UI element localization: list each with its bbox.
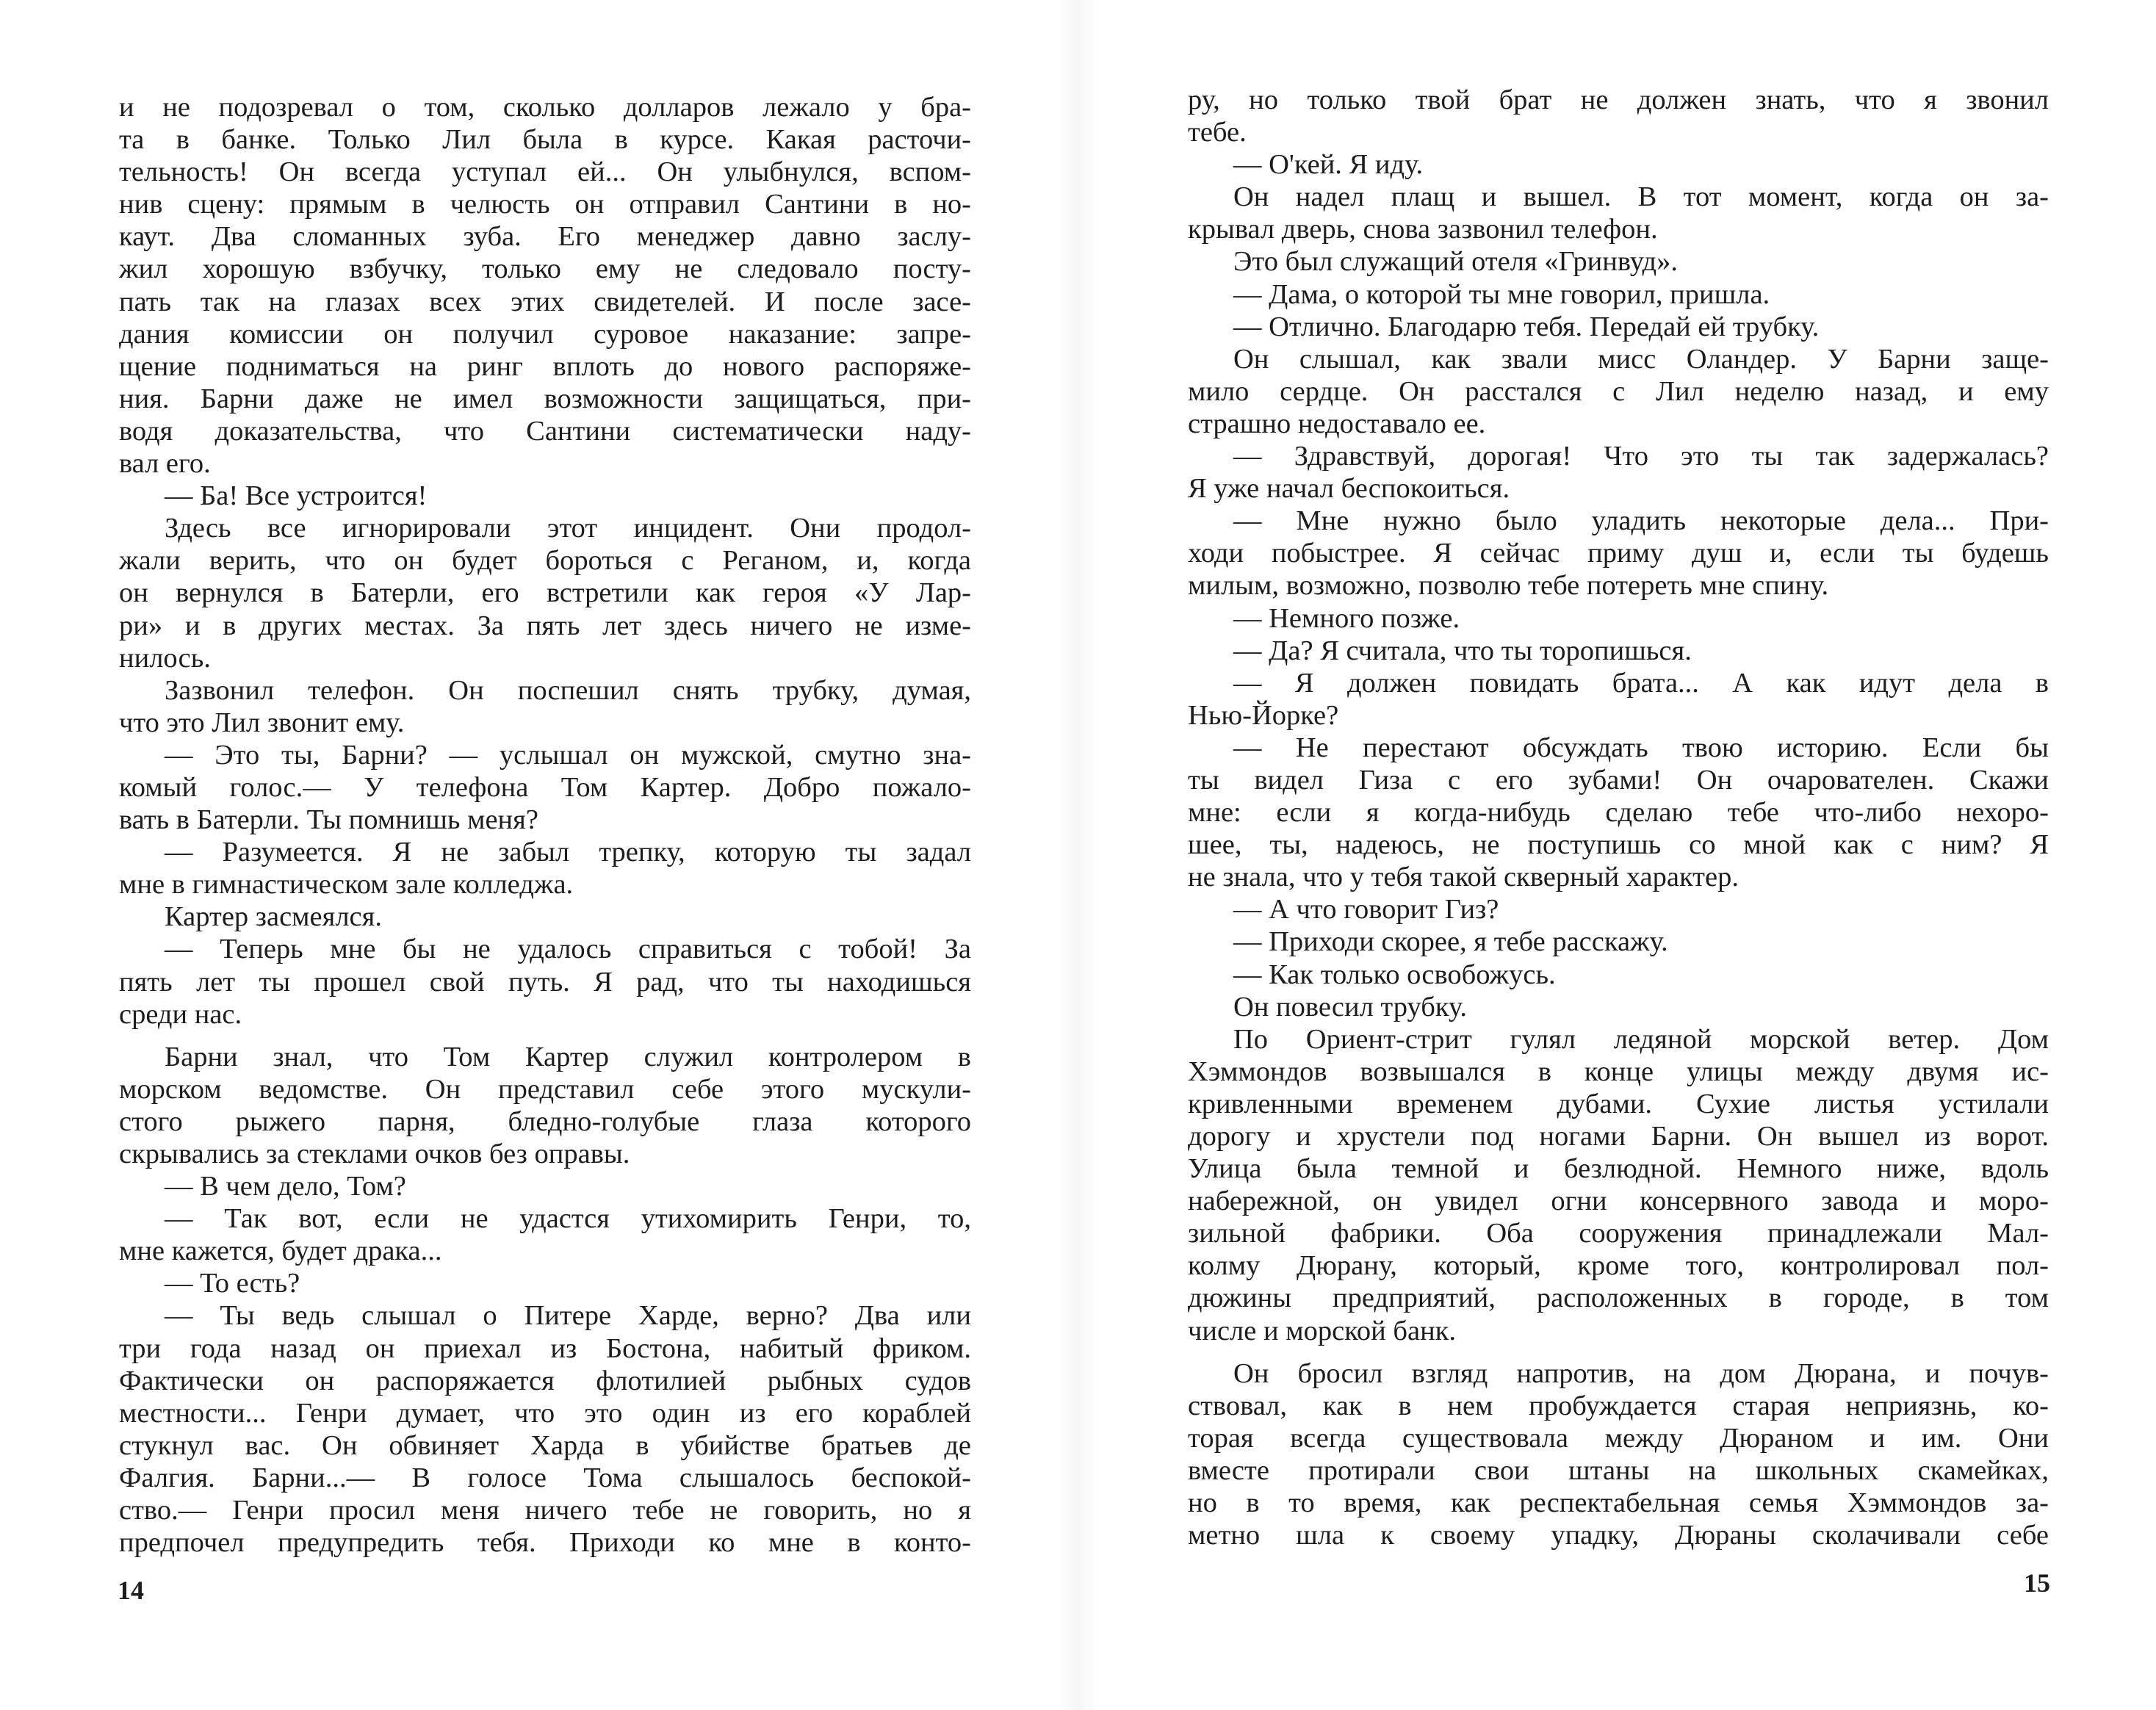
text-line: та в банке. Только Лил была в курсе. Какая расточи-: [119, 124, 971, 156]
text-line: — А что говорит Гиз?: [1233, 894, 1499, 926]
text-line: — О'кей. Я иду.: [1233, 149, 1424, 181]
text-line: местности... Генри думает, что это один из его кораблей: [119, 1397, 971, 1429]
text-line: Он бросил взгляд напротив, на дом Дюрана, и почув-: [1233, 1357, 2049, 1389]
text-line: но в то время, как респектабельная семья Хэммондов за-: [1188, 1487, 2049, 1519]
text-line: шее, ты, надеюсь, не поступишь со мной как с ним? Я: [1188, 829, 2049, 861]
text-line: ствовал, как в нем пробуждается старая неприязнь, ко-: [1188, 1390, 2049, 1421]
text-line: ходи побыстрее. Я сейчас приму душ и, если ты будешь: [1188, 538, 2049, 569]
text-line: — Приходи скорее, я тебе расскажу.: [1233, 926, 1668, 958]
text-line: дюжины предприятий, расположенных в городе, в том: [1188, 1282, 2049, 1314]
text-line: дания комиссии он получил суровое наказание: запре-: [119, 318, 971, 350]
text-line: вал его.: [119, 448, 211, 480]
text-line: — Я должен повидать брата... А как идут дела в: [1233, 667, 2049, 699]
left-page-text: [119, 91, 971, 1559]
text-line: Картер засмеялся.: [165, 901, 382, 933]
text-line: вместе протирали свои штаны на школьных скамейках,: [1188, 1454, 2049, 1486]
text-line: По Ориент-стрит гулял ледяной морской ветер. Дом: [1233, 1023, 2049, 1055]
text-line: тельность! Он всегда уступал ей... Он улыбнулся, вспом-: [119, 156, 971, 188]
text-line: — Это ты, Барни? — услышал он мужской, смутно зна-: [165, 739, 971, 771]
text-line: — То есть?: [165, 1268, 300, 1299]
text-line: зильной фабрики. Оба сооружения принадлежали Мал-: [1188, 1218, 2049, 1249]
text-line: и не подозревал о том, сколько долларов лежало у бра-: [119, 92, 971, 123]
text-line: жил хорошую взбучку, только ему не следовало посту-: [119, 253, 971, 285]
text-line: три года назад он приехал из Бостона, набитый фриком.: [119, 1332, 971, 1364]
text-line: — Разумеется. Я не забыл трепку, которую ты задал: [165, 837, 971, 868]
text-line: Фалгия. Барни...— В голосе Тома слышалось беспокой-: [119, 1462, 971, 1493]
text-line: каут. Два сломанных зуба. Его менеджер давно заслу-: [119, 221, 971, 253]
text-line: Барни знал, что Том Картер служил контролером в: [165, 1041, 971, 1072]
text-line: колму Дюрану, который, кроме того, контролировал пол-: [1188, 1250, 2049, 1282]
text-line: — Так вот, если не удастся утихомирить Генри, то,: [165, 1203, 971, 1235]
text-line: крывал дверь, снова зазвонил телефон.: [1188, 214, 1658, 245]
text-line: — Теперь мне бы не удалось справиться с тобой! За: [165, 934, 971, 965]
text-line: ты видел Гиза с его зубами! Он очарователен. Скажи: [1188, 764, 2049, 796]
text-line: мне: если я когда-нибудь сделаю тебе что-либо нехоро-: [1188, 797, 2049, 829]
text-line: что это Лил звонит ему.: [119, 707, 405, 738]
text-line: он вернулся в Батерли, его встретили как героя «У Лар-: [119, 577, 971, 609]
text-line: водя доказательства, что Сантини систематически наду-: [119, 415, 971, 447]
text-line: торая всегда существовала между Дюраном и им. Они: [1188, 1422, 2049, 1454]
text-line: дорогу и хрустели под ногами Барни. Он вышел из ворот.: [1188, 1121, 2049, 1152]
text-line: ния. Барни даже не имел возможности защищаться, при-: [119, 383, 971, 414]
text-line: числе и морской банк.: [1188, 1315, 1456, 1346]
text-line: ри» и в других местах. За пять лет здесь ничего не изме-: [119, 610, 971, 641]
text-line: щение подниматься на ринг вплоть до нового распоряже-: [119, 350, 971, 382]
page-number: 15: [2024, 1568, 2050, 1598]
text-line: — Как только освобожусь.: [1233, 959, 1556, 990]
text-line: — Отлично. Благодарю тебя. Передай ей трубку.: [1233, 311, 1820, 342]
text-line: кривленными временем дубами. Сухие листья устилали: [1188, 1088, 2049, 1119]
text-line: Улица была темной и безлюдной. Немного ниже, вдоль: [1188, 1153, 2049, 1185]
text-line: Зазвонил телефон. Он поспешил снять трубку, думая,: [165, 674, 971, 706]
text-line: Это был служащий отеля «Гринвуд».: [1233, 246, 1679, 278]
text-line: страшно недоставало ее.: [1188, 408, 1486, 439]
text-line: предпочел предупредить тебя. Приходи ко мне в конто-: [119, 1527, 971, 1559]
text-line: метно шла к своему упадку, Дюраны сколачивали себе: [1188, 1520, 2049, 1551]
text-line: морском ведомстве. Он представил себе этого мускули-: [119, 1073, 971, 1105]
text-line: — В чем дело, Том?: [165, 1171, 406, 1202]
text-line: среди нас.: [119, 998, 242, 1030]
text-line: ство.— Генри просил меня ничего тебе не говорить, но я: [119, 1495, 971, 1526]
text-line: Нью-Йорке?: [1188, 699, 1339, 731]
text-line: стукнул вас. Он обвиняет Харда в убийстве братьев де: [119, 1429, 971, 1461]
text-line: — Да? Я считала, что ты торопишься.: [1233, 635, 1692, 666]
text-line: пять лет ты прошел свой путь. Я рад, что ты находишься: [119, 966, 971, 998]
text-line: Фактически он распоряжается флотилией рыбных судов: [119, 1365, 971, 1396]
text-line: Он слышал, как звали мисс Оландер. У Барни заще-: [1233, 343, 2049, 375]
right-page-text: [1188, 84, 2049, 1551]
text-line: Он надел плащ и вышел. В тот момент, когда он за-: [1233, 181, 2049, 213]
text-line: комый голос.— У телефона Том Картер. Добро пожало-: [119, 771, 971, 803]
text-line: — Ба! Все устроится!: [165, 480, 428, 512]
text-line: Хэммондов возвышался в конце улицы между двумя ис-: [1188, 1056, 2049, 1087]
text-line: Здесь все игнорировали этот инцидент. Они продол-: [165, 513, 971, 544]
text-line: скрывались за стеклами очков без оправы.: [119, 1139, 630, 1169]
right-page: [1078, 0, 2156, 1710]
text-line: нилось.: [119, 642, 211, 674]
text-line: стого рыжего парня, бледно-голубые глаза которого: [119, 1105, 971, 1137]
text-line: — Ты ведь слышал о Питере Харде, верно? Два или: [165, 1300, 971, 1332]
text-line: мило сердце. Он расстался с Лил неделю назад, и ему: [1188, 375, 2049, 407]
text-line: — Здравствуй, дорогая! Что это ты так задержалась?: [1233, 441, 2049, 472]
text-line: пать так на глазах всех этих свидетелей. И после засе-: [119, 286, 971, 317]
text-line: — Не перестают обсуждать твою историю. Если бы: [1233, 732, 2049, 763]
text-line: — Немного позже.: [1233, 602, 1460, 634]
text-line: — Мне нужно было уладить некоторые дела... При-: [1233, 505, 2049, 537]
text-line: не знала, что у тебя такой скверный характер.: [1188, 862, 1739, 893]
page-number: 14: [118, 1576, 144, 1605]
text-line: мне кажется, будет драка...: [119, 1235, 442, 1267]
text-line: жали верить, что он будет бороться с Реганом, и, когда: [119, 545, 971, 577]
text-line: Он повесил трубку.: [1233, 991, 1467, 1022]
text-line: тебе.: [1188, 117, 1247, 148]
text-line: — Дама, о которой ты мне говорил, пришла.: [1233, 278, 1770, 310]
text-line: набережной, он увидел огни консервного завода и моро-: [1188, 1186, 2049, 1217]
text-line: вать в Батерли. Ты помнишь меня?: [119, 804, 538, 836]
text-line: ру, но только твой брат не должен знать, что я звонил: [1188, 84, 2049, 115]
text-line: Я уже начал беспокоиться.: [1188, 473, 1510, 505]
text-line: милым, возможно, позволю тебе потереть мне спину.: [1188, 570, 1829, 602]
text-line: нив сцену: прямым в челюсть он отправил Сантини в но-: [119, 189, 971, 220]
text-line: мне в гимнастическом зале колледжа.: [119, 869, 574, 901]
